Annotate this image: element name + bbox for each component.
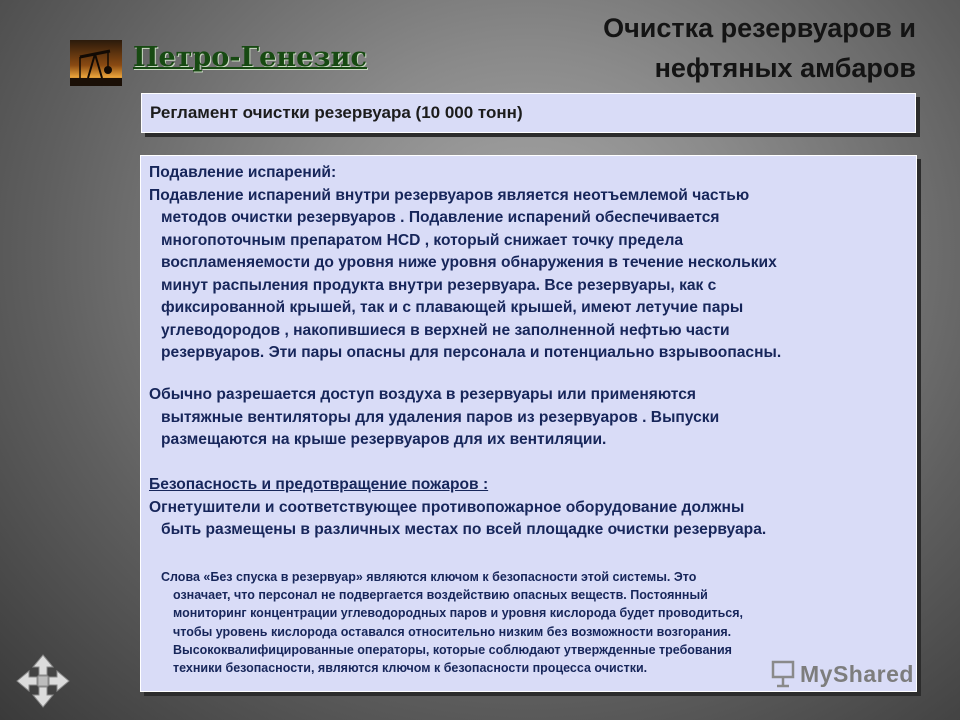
text-line: Подавление испарений внутри резервуаров является неотъемлемой частью [149,186,750,204]
text-line: мониторинг концентрации углеводородных паров и уровня кислорода будет проводиться, [173,606,744,621]
text-line: минут распыления продукта внутри резервуара. Все резервуары, как с [161,276,717,294]
text-line: означает, что персонал не подвергается воздействию опасных веществ. Постоянный [173,588,708,603]
paragraph-ventilation [149,384,906,452]
oil-pumpjack-icon [70,40,122,86]
content-panel [140,155,917,692]
text-line: Высококвалифицированные операторы, которые соблюдают утвержденные требования [173,642,732,657]
text-line: чтобы уровень кислорода оставался относительно низким без возможности возгорания. [173,624,732,639]
text-line: углеводородов , накопившиеся в верхней не заполненной нефтью части [161,321,730,339]
watermark-text: MyShared [800,661,914,687]
text-line: резервуаров. Эти пары опасны для персонала и потенциально взрывоопасны. [161,344,782,361]
subtitle-text: Регламент очистки резервуара (10 000 тонн) [150,103,523,122]
text-line: вытяжные вентиляторы для удаления паров из резервуаров . Выпуски [161,408,720,426]
text-line: размещаются на крыше резервуаров для их вентиляции. [161,431,607,448]
navigation-arrows-icon[interactable] [15,653,71,709]
text-line: техники безопасности, являются ключом к безопасности процесса очистки. [173,661,648,676]
text-line: воспламеняемости до уровня ниже уровня обнаружения в течение нескольких [161,254,777,271]
paragraph-fire-safety [149,474,906,542]
subtitle-bar [141,93,916,133]
text-line: Слова «Без спуска в резервуар» являются ключом к безопасности этой системы. Это [161,570,697,584]
text-line: многопоточным препаратом HCD , который снижает точку предела [161,231,684,249]
brand-name: Петро-Генезис [133,42,367,73]
paragraph-heading: Безопасность и предотвращение пожаров : [149,476,489,493]
text-line: Огнетушители и соответствующее противопожарное оборудование должны [149,498,745,516]
paragraph-vapor-suppression [149,162,906,365]
slide-title-line-2: нефтяных амбаров [654,53,916,83]
paragraph-heading: Подавление испарений: [149,164,337,181]
slide-title-line-1: Очистка резервуаров и [603,13,916,43]
text-line: быть размещены в различных местах по всей площадке очистки резервуара. [161,521,767,538]
text-line: Обычно разрешается доступ воздуха в резервуары или применяются [149,386,697,403]
text-line: фиксированной крышей, так и с плавающей крышей, имеют летучие пары [161,299,744,316]
text-line: методов очистки резервуаров . Подавление испарений обеспечивается [161,209,720,226]
slide-title [496,8,916,88]
presentation-board-icon [770,660,796,688]
